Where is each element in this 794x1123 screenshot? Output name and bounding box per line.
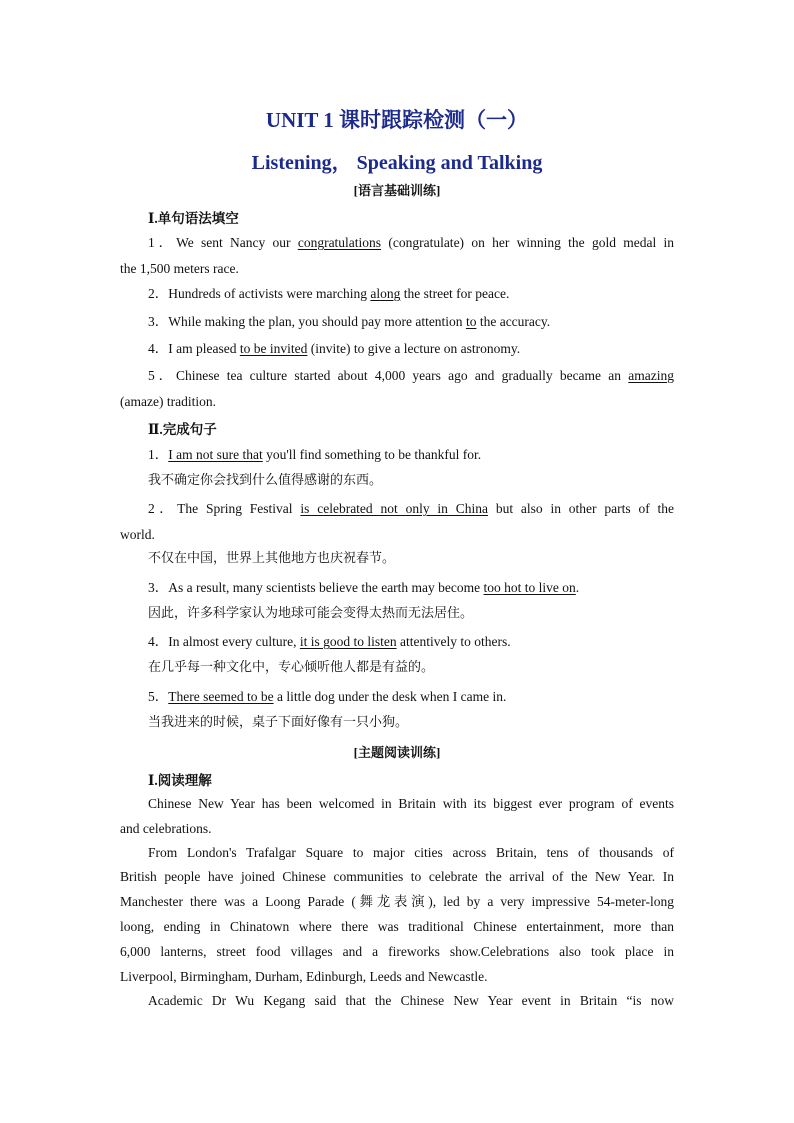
question-text: but also in other parts of the <box>488 501 675 516</box>
part2-heading: Ⅱ.完成句子 <box>148 422 217 437</box>
question-number: 3． <box>148 580 169 595</box>
answer-text: to <box>465 314 477 329</box>
question-line <box>120 633 674 651</box>
chinese-translation: 在几乎每一种文化中，专心倾听他人都是有益的。 <box>148 660 435 675</box>
question-number: 1． <box>148 447 169 462</box>
question-line <box>120 367 674 385</box>
answer-text: to be invited <box>239 341 308 356</box>
passage-line: From London's Trafalgar Square to major cities across Britain, tens of thousands of <box>148 845 674 860</box>
question-number: 1． <box>148 235 177 250</box>
question-continuation: (amaze) tradition. <box>120 394 216 409</box>
answer-text: is celebrated not only in China <box>300 501 488 516</box>
chinese-translation: 不仅在中国，世界上其他地方也庆祝春节。 <box>148 551 396 566</box>
question-text: (invite) to give a lecture on astronomy. <box>307 341 521 356</box>
question-text: Hundreds of activists were marching <box>168 286 371 301</box>
passage-line: loong, ending in Chinatown where there was traditional Chinese entertainment, more than <box>120 919 674 934</box>
question-line <box>120 313 674 331</box>
passage-line: 6,000 lanterns, street food villages and a fireworks show.Celebrations also took place in <box>120 944 674 959</box>
chinese-translation: 因此，许多科学家认为地球可能会变得太热而无法居住。 <box>148 606 474 621</box>
question-line <box>120 500 674 518</box>
question-text: . <box>575 580 580 595</box>
part3-heading: Ⅰ.阅读理解 <box>148 773 212 788</box>
section-language-label: [语言基础训练] <box>353 183 441 198</box>
answer-text: amazing <box>628 368 674 383</box>
question-text: I am pleased <box>168 341 240 356</box>
question-text: The Spring Festival <box>177 501 301 516</box>
question-text: the accuracy. <box>476 314 551 329</box>
question-continuation: the 1,500 meters race. <box>120 261 239 276</box>
question-number: 2． <box>148 286 169 301</box>
question-text: a little dog under the desk when I came in. <box>273 689 507 704</box>
passage-line: and celebrations. <box>120 821 212 836</box>
question-continuation: world. <box>120 527 155 542</box>
answer-text: along <box>370 286 401 301</box>
page-title: UNIT 1 课时跟踪检测（一） <box>265 108 529 132</box>
page-subtitle: Listening， Speaking and Talking <box>251 152 543 174</box>
answer-text: it is good to listen <box>299 634 397 649</box>
question-number: 5． <box>148 689 169 704</box>
question-number: 3． <box>148 314 169 329</box>
question-text: (congratulate) on her winning the gold medal in <box>381 235 674 250</box>
question-number: 5． <box>148 368 176 383</box>
question-text: Chinese tea culture started about 4,000 years ago and gradually became an <box>175 368 629 383</box>
answer-text: congratulations <box>297 235 382 250</box>
question-text: We sent Nancy our <box>176 235 298 250</box>
answer-text: too hot to live on <box>483 580 576 595</box>
passage-line: Manchester there was a Loong Parade (舞龙表演), led by a very impressive 54-meter-long <box>120 894 674 909</box>
question-text: While making the plan, you should pay more attention <box>168 314 466 329</box>
chinese-translation: 当我进来的时候，桌子下面好像有一只小狗。 <box>148 715 409 730</box>
question-number: 2． <box>148 501 178 516</box>
question-line <box>120 234 674 252</box>
question-text: you'll find something to be thankful for. <box>262 447 482 462</box>
passage-line: Chinese New Year has been welcomed in Britain with its biggest ever program of events <box>148 796 674 811</box>
question-text: attentively to others. <box>396 634 511 649</box>
question-number: 4． <box>148 341 169 356</box>
question-line <box>120 579 674 597</box>
question-text: In almost every culture, <box>168 634 300 649</box>
section-reading-label: [主题阅读训练] <box>353 745 441 760</box>
chinese-translation: 我不确定你会找到什么值得感谢的东西。 <box>148 473 383 488</box>
answer-text: There seemed to be <box>168 689 274 704</box>
question-text: As a result, many scientists believe the earth may become <box>168 580 484 595</box>
question-line <box>120 446 674 464</box>
answer-text: I am not sure that <box>168 447 263 462</box>
part1-heading: Ⅰ.单句语法填空 <box>148 211 239 226</box>
question-line <box>120 340 674 358</box>
question-text: the street for peace. <box>400 286 510 301</box>
passage-line: British people have joined Chinese communities to celebrate the arrival of the New Year. In <box>120 869 674 884</box>
question-line <box>120 285 674 303</box>
passage-line: Liverpool, Birmingham, Durham, Edinburgh, Leeds and Newcastle. <box>120 969 488 984</box>
question-line <box>120 688 674 706</box>
question-number: 4． <box>148 634 169 649</box>
passage-line: Academic Dr Wu Kegang said that the Chinese New Year event in Britain “is now <box>148 993 674 1008</box>
